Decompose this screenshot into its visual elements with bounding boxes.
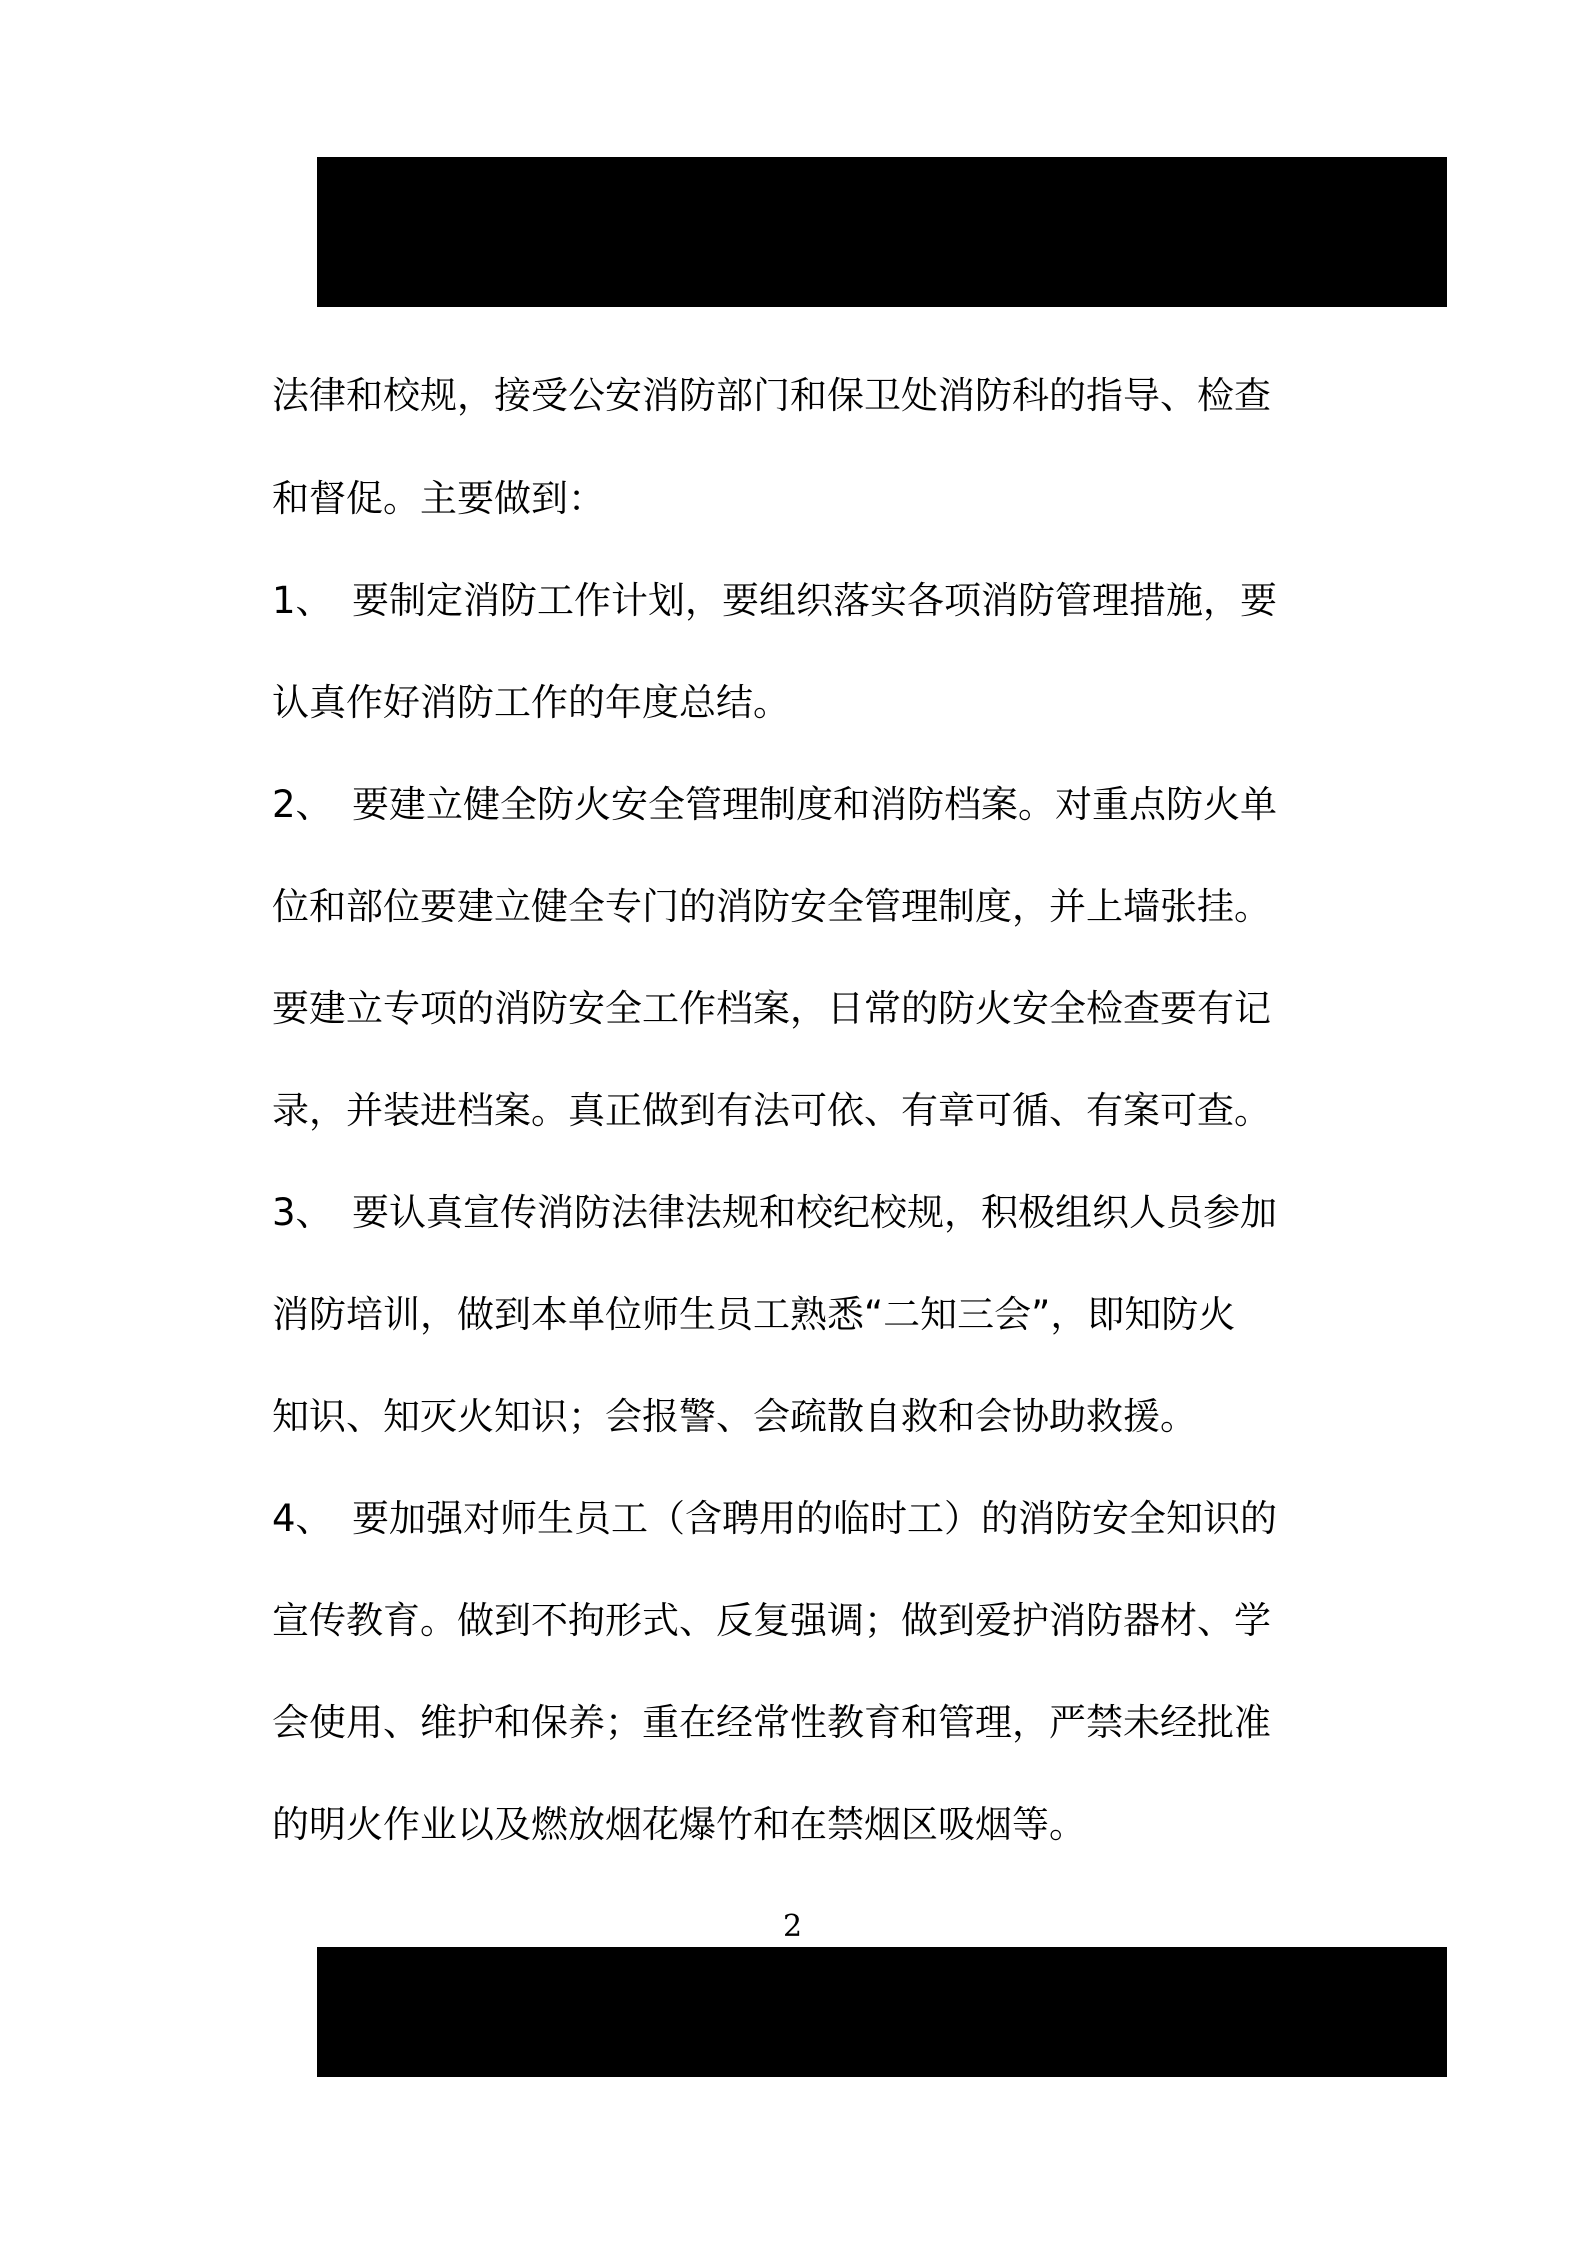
list-item-4 <box>272 1494 1277 1544</box>
text-line: 消防培训，做到本单位师生员工熟悉“二知三会”，即知防火 <box>272 1293 1236 1336</box>
redaction-bar-top <box>317 157 1447 307</box>
text-line: 要认真宣传消防法律法规和校纪校规，积极组织人员参加 <box>352 1191 1277 1234</box>
text-line: 宣传教育。做到不拘形式、反复强调；做到爱护消防器材、学 <box>272 1599 1271 1642</box>
text-line: 位和部位要建立健全专门的消防安全管理制度，并上墙张挂。 <box>272 885 1271 928</box>
page-number: 2 <box>783 1909 803 1944</box>
list-item-1 <box>272 576 1277 626</box>
text-line: 会使用、维护和保养；重在经常性教育和管理，严禁未经批准 <box>272 1701 1271 1744</box>
text-line: 的明火作业以及燃放烟花爆竹和在禁烟区吸烟等。 <box>272 1803 1086 1846</box>
text-line: 认真作好消防工作的年度总结。 <box>272 681 790 724</box>
text-line: 要建立健全防火安全管理制度和消防档案。对重点防火单 <box>352 783 1277 826</box>
item-number: 2、 <box>272 783 333 826</box>
list-item-2 <box>272 780 1277 830</box>
text-line: 和督促。主要做到： <box>272 477 605 520</box>
text-line: 要加强对师生员工（含聘用的临时工）的消防安全知识的 <box>352 1497 1277 1540</box>
text-line: 要制定消防工作计划，要组织落实各项消防管理措施，要 <box>352 579 1277 622</box>
list-item-3 <box>272 1188 1277 1238</box>
text-line: 法律和校规，接受公安消防部门和保卫处消防科的指导、检查 <box>272 374 1271 417</box>
text-line: 知识、知灭火知识；会报警、会疏散自救和会协助救援。 <box>272 1395 1197 1438</box>
redaction-bar-bottom <box>317 1947 1447 2077</box>
item-number: 4、 <box>272 1497 333 1540</box>
text-line: 要建立专项的消防安全工作档案，日常的防火安全检查要有记 <box>272 987 1271 1030</box>
item-number: 1、 <box>272 579 333 622</box>
item-number: 3、 <box>272 1191 333 1234</box>
text-line: 录，并装进档案。真正做到有法可依、有章可循、有案可查。 <box>272 1089 1271 1132</box>
